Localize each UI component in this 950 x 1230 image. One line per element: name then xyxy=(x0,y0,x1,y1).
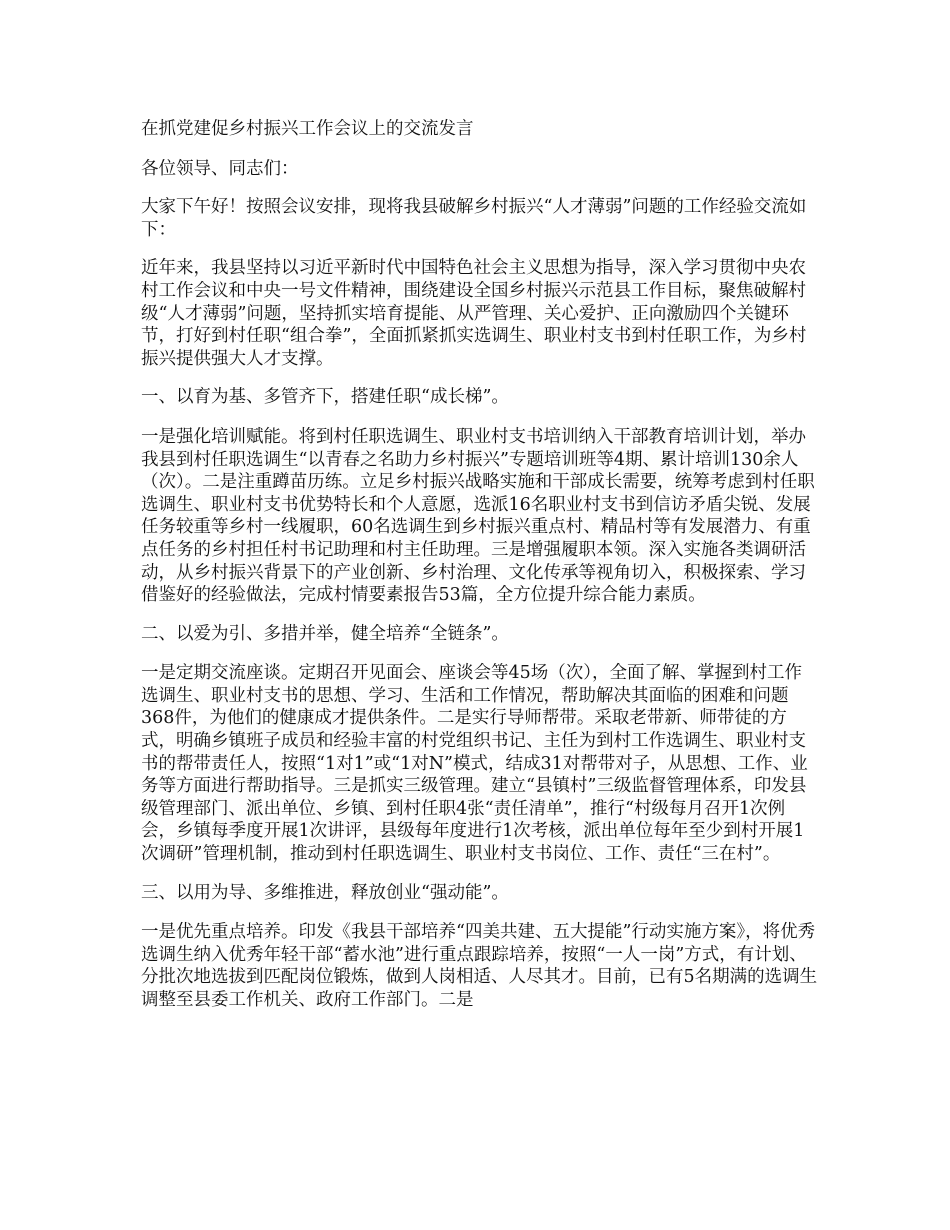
salutation: 各位领导、同志们： xyxy=(141,158,299,179)
section-heading-3: 三、以用为导、多维推进，释放创业“强动能”。 xyxy=(141,882,509,903)
section-heading-2: 二、以爱为引、多措并举，健全培养“全链条”。 xyxy=(141,623,509,644)
paragraph-overview: 近年来，我县坚持以习近平新时代中国特色社会主义思想为指导，深入学习贯彻中央农村工作会议和中央一号文件精神，围绕建设全国乡村振兴示范县工作目标，聚焦破解村级“人才薄弱”问题，坚持抓实培育提能、从严管理、关心爱护、正向激励四个关键环节，打好到村任职“组合拳”，全面抓紧抓实选调生、职业村支书到村任职工作，为乡村振兴提供强大人才支撑。 xyxy=(141,258,807,369)
section-heading-1: 一、以育为基、多管齐下，搭建任职“成长梯”。 xyxy=(141,387,509,408)
document-title: 在抓党建促乡村振兴工作会议上的交流发言 xyxy=(141,119,474,139)
paragraph-section-1: 一是强化培训赋能。将到村任职选调生、职业村支书培训纳入干部教育培训计划，举办我县到村任职选调生“以青春之名助力乡村振兴”专题培训班等4期、累计培训130余人（次）。二是注重蹲苗历练。立足乡村振兴战略实施和干部成长需要，统筹考虑到村任职选调生、职业村支书优势特长和个人意愿，选派16名职业村支书到信访矛盾尖锐、发展任务较重等乡村一线履职，60名选调生到乡村振兴重点村、精品村等有发展潜力、有重点任务的乡村担任村书记助理和村主任助理。三是增强履职本领。深入实施各类调研活动，从乡村振兴背景下的产业创新、乡村治理、文化传承等视角切入，积极探索、学习借鉴好的经验做法，完成村情要素报告53篇，全方位提升综合能力素质。 xyxy=(141,426,815,606)
document-page xyxy=(141,118,819,1028)
paragraph-opening: 大家下午好！按照会议安排，现将我县破解乡村振兴“人才薄弱”问题的工作经验交流如下： xyxy=(141,197,807,240)
paragraph-section-2: 一是定期交流座谈。定期召开见面会、座谈会等45场（次），全面了解、掌握到村工作选调生、职业村支书的思想、学习、生活和工作情况，帮助解决其面临的困难和问题368件，为他们的健康成才提供条件。二是实行导师帮带。采取老带新、师带徒的方式，明确乡镇班子成员和经验丰富的村党组织书记、主任为到村工作选调生、职业村支书的帮带责任人，按照“1对1”或“1对N”模式，结成31对帮带对子，从思想、工作、业务等方面进行帮助指导。三是抓实三级管理。建立“县镇村”三级监督管理体系，印发县级管理部门、派出单位、乡镇、到村任职4张“责任清单”，推行“村级每月召开1次例会，乡镇每季度开展1次讲评，县级每年度进行1次考核，派出单位每年至少到村开展1次调研”管理机制，推动到村任职选调生、职业村支书岗位、工作、责任“三在村”。 xyxy=(141,663,808,865)
paragraph-section-3: 一是优先重点培养。印发《我县干部培养“四美共建、五大提能”行动实施方案》，将优秀选调生纳入优秀年轻干部“蓄水池”进行重点跟踪培养，按照“一人一岗”方式，有计划、分批次地选拔到匹配岗位锻炼，做到人岗相适、人尽其才。目前，已有5名期满的选调生调整至县委工作机关、政府工作部门。二是 xyxy=(141,922,818,1010)
